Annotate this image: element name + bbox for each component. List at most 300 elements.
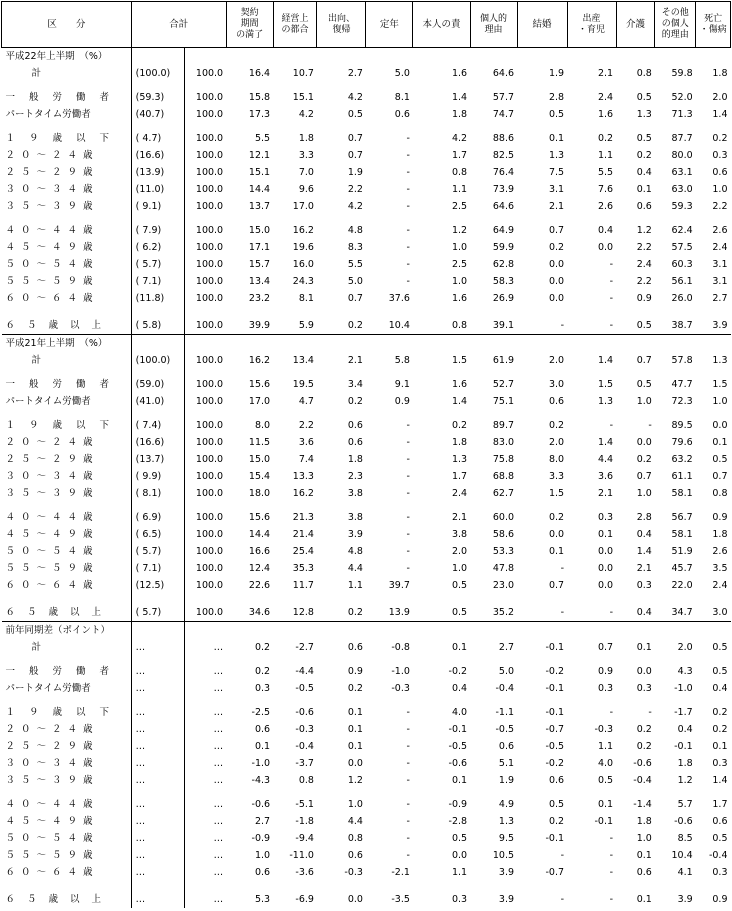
data-cell: 0.0 [636,666,652,677]
data-cell: 0.6 [498,741,515,752]
data-cell: 7.4 [298,454,314,465]
data-cell: 82.5 [492,150,515,161]
data-cell: 0.0 [636,437,652,448]
data-cell: 0.1 [636,850,652,861]
spacer-cell [366,594,413,604]
data-cell: ( 9.1) [131,198,184,215]
spacer-cell [616,881,655,891]
data-cell: (59.0) [131,376,184,393]
row-label: ４５～４９歳 [2,813,132,830]
data-cell: 2.2 [298,420,314,431]
data-cell: 72.3 [671,396,693,407]
group-spacer [2,789,731,796]
table-row [2,222,731,239]
table-row [2,772,731,789]
data-cell: 0.4 [451,683,468,694]
data-cell: 0.1 [712,741,728,752]
data-cell: 0.5 [451,833,468,844]
data-cell: -0.3 [344,867,363,878]
data-cell: 2.5 [451,259,468,270]
spacer-cell [366,123,413,130]
header-text: 経営上 の都合 [281,13,309,35]
data-cell: 51.9 [671,546,693,557]
data-cell: 3.1 [712,276,728,287]
data-cell: -0.5 [495,724,515,735]
table-row [2,434,731,451]
data-cell: 62.7 [492,488,515,499]
spacer-cell [616,215,655,222]
spacer-cell [696,789,731,796]
group-spacer [2,594,731,604]
spacer-cell [517,697,567,704]
spacer-cell [655,410,696,417]
data-cell: 1.5 [451,355,468,366]
data-cell: -3.5 [391,894,410,905]
data-cell: … [213,642,224,653]
data-cell: 0.6 [636,201,652,212]
spacer-cell [226,789,273,796]
data-cell: - [406,707,410,718]
data-cell: -0.1 [545,707,565,718]
spacer-cell [616,502,655,509]
spacer-cell [184,215,226,222]
table-row [2,393,731,410]
data-cell: … [213,867,224,878]
data-cell: 14.4 [248,184,271,195]
data-cell: 2.5 [451,201,468,212]
spacer-cell [470,82,517,89]
data-cell: 8.5 [677,833,693,844]
spacer-cell [184,789,226,796]
data-cell: … [131,738,184,755]
row-label: ５０～５４歳 [2,256,132,273]
data-cell: 0.1 [347,724,363,735]
data-cell: 100.0 [195,580,224,591]
data-cell: 10.4 [388,320,410,331]
data-cell: 15.8 [248,92,271,103]
data-cell: -1.7 [674,707,693,718]
data-cell: … [213,850,224,861]
header-text: 死亡 ・傷病 [699,13,727,35]
data-cell: 45.7 [671,563,693,574]
data-cell: 100.0 [195,184,224,195]
spacer-cell [567,410,616,417]
empty-cell [517,622,567,640]
data-cell: 11.5 [248,437,271,448]
empty-cell [655,335,696,353]
data-cell: 5.0 [498,666,515,677]
spacer-cell [696,594,731,604]
row-label: ５５～５９歳 [2,560,132,577]
data-cell: 16.2 [292,225,314,236]
data-cell: (12.5) [131,577,184,594]
data-cell: 0.2 [548,512,565,523]
data-cell: 4.7 [298,396,314,407]
data-cell: -0.9 [251,833,271,844]
data-cell: 100.0 [195,454,224,465]
spacer-cell [273,789,317,796]
data-cell: 1.2 [636,225,652,236]
spacer-cell [226,881,273,891]
spacer-cell [567,697,616,704]
spacer-cell [184,82,226,89]
header-col: 介護 [616,2,655,48]
data-cell: 58.3 [492,276,515,287]
header-text: その他 の個人 的理由 [661,8,689,40]
data-cell: 100.0 [195,201,224,212]
spacer-cell [131,789,184,796]
data-cell: 0.2 [347,320,363,331]
group-spacer [2,881,731,891]
data-cell: - [406,546,410,557]
spacer-cell [131,123,184,130]
data-cell: 2.4 [712,580,728,591]
data-cell: 2.1 [347,355,363,366]
data-cell: 13.4 [248,276,271,287]
spacer-cell [470,123,517,130]
spacer-cell [226,82,273,89]
data-cell: 2.8 [548,92,565,103]
data-cell: 3.6 [597,471,614,482]
data-cell: 3.8 [347,488,363,499]
spacer-cell [413,881,470,891]
data-cell: 2.2 [636,276,652,287]
row-label: ２０～２４歳 [2,147,132,164]
table-row [2,65,731,82]
data-cell: - [609,420,614,431]
spacer-cell [2,594,132,604]
row-label: ５５～５９歳 [2,847,132,864]
data-cell: 4.8 [347,225,363,236]
spacer-cell [366,369,413,376]
row-label: ５０～５４歳 [2,543,132,560]
data-cell: 0.6 [712,167,728,178]
data-cell: 21.3 [292,512,314,523]
data-cell: … [213,894,224,905]
data-cell: 1.6 [451,68,468,79]
data-cell: 12.1 [248,150,271,161]
data-cell: -1.0 [251,758,271,769]
data-cell: 0.6 [712,816,728,827]
header-col [567,2,616,48]
data-cell: … [131,721,184,738]
data-cell: 0.3 [451,894,468,905]
data-cell: -0.4 [295,741,314,752]
row-label: ３０～３４歳 [2,755,132,772]
data-cell: 0.2 [636,150,652,161]
data-cell: 23.0 [492,580,515,591]
data-cell: 0.0 [597,546,614,557]
data-cell: 0.1 [347,707,363,718]
header-col [226,2,273,48]
table-row [2,891,731,908]
data-cell: 4.4 [597,454,614,465]
data-cell: 80.0 [671,150,693,161]
data-cell: 62.4 [671,225,693,236]
data-cell: 3.4 [347,379,363,390]
data-cell: 35.2 [492,607,515,618]
data-cell: - [609,894,614,905]
data-cell: 0.7 [548,225,565,236]
data-cell: 0.3 [712,867,728,878]
data-cell: 2.1 [636,563,652,574]
data-cell: 0.2 [597,133,614,144]
data-cell: - [560,894,565,905]
table-row [2,663,731,680]
empty-cell [184,622,226,640]
empty-cell [184,48,226,66]
spacer-cell [517,789,567,796]
data-cell: 100.0 [195,512,224,523]
table-row [2,451,731,468]
data-cell: -0.4 [633,775,652,786]
data-cell: 19.6 [292,242,314,253]
data-cell: 1.3 [548,150,565,161]
table-row [2,89,731,106]
row-label: ２０～２４歳 [2,721,132,738]
data-cell: 0.3 [254,683,271,694]
spacer-cell [413,410,470,417]
data-cell: 13.9 [388,607,410,618]
spacer-cell [2,881,132,891]
data-cell: 0.7 [548,580,565,591]
spacer-cell [655,656,696,663]
group-spacer [2,410,731,417]
table-row [2,485,731,502]
spacer-cell [317,307,366,317]
data-cell: 0.1 [636,184,652,195]
row-label: 計 [2,65,132,82]
empty-cell [366,48,413,66]
data-cell: 100.0 [195,259,224,270]
data-cell: -1.4 [633,799,652,810]
table-row [2,543,731,560]
table-row [2,198,731,215]
section-title: 前年同期差（ポイント） [2,622,132,640]
spacer-cell [517,502,567,509]
data-cell: - [406,454,410,465]
empty-cell [696,48,731,66]
table-row [2,106,731,123]
data-cell: 5.5 [347,259,363,270]
group-spacer [2,369,731,376]
spacer-cell [131,697,184,704]
table-row [2,290,731,307]
spacer-cell [131,594,184,604]
spacer-cell [567,502,616,509]
spacer-cell [2,789,132,796]
data-cell: 8.3 [347,242,363,253]
data-cell: 1.9 [498,775,515,786]
data-cell: - [560,850,565,861]
data-cell: 0.0 [548,293,565,304]
data-cell: 0.5 [712,454,728,465]
data-cell: 0.2 [347,607,363,618]
empty-cell [567,335,616,353]
empty-cell [184,335,226,353]
row-label: パートタイム労働者 [2,680,132,697]
data-cell: 0.2 [347,396,363,407]
spacer-cell [2,502,132,509]
data-cell: 4.3 [677,666,693,677]
data-cell: -0.2 [545,666,565,677]
data-cell: 0.1 [597,529,614,540]
data-cell: 100.0 [195,607,224,618]
data-cell: 8.0 [548,454,565,465]
spacer-cell [567,594,616,604]
data-cell: 1.4 [451,396,468,407]
spacer-cell [517,881,567,891]
empty-cell [616,335,655,353]
data-cell: 2.7 [498,642,515,653]
section-header-row [2,48,731,66]
data-cell: -0.3 [295,724,314,735]
data-cell: 1.4 [597,355,614,366]
data-cell: … [131,704,184,721]
data-cell: 4.2 [347,92,363,103]
group-spacer [2,82,731,89]
empty-cell [366,335,413,353]
data-cell: 15.0 [248,225,271,236]
data-cell: - [406,775,410,786]
data-cell: 1.8 [636,816,652,827]
data-cell: ( 5.7) [131,543,184,560]
data-cell: 1.3 [498,816,515,827]
empty-cell [655,48,696,66]
table-row [2,526,731,543]
data-cell: 0.7 [636,471,652,482]
spacer-cell [470,789,517,796]
data-cell: 100.0 [195,320,224,331]
spacer-cell [470,410,517,417]
spacer-cell [567,369,616,376]
data-cell: (11.8) [131,290,184,307]
data-cell: 1.0 [712,184,728,195]
spacer-cell [517,594,567,604]
data-cell: 1.0 [636,488,652,499]
data-cell: 52.0 [671,92,693,103]
data-cell: 89.7 [492,420,515,431]
spacer-cell [655,82,696,89]
data-cell: 0.6 [254,867,271,878]
data-cell: 100.0 [195,276,224,287]
spacer-cell [184,502,226,509]
data-cell: 0.9 [394,396,410,407]
table-row [2,509,731,526]
data-cell: - [406,167,410,178]
data-cell: 4.0 [451,707,468,718]
data-cell: 0.2 [712,724,728,735]
empty-cell [517,48,567,66]
data-cell: 26.0 [671,293,693,304]
table-row [2,704,731,721]
data-cell: 14.4 [248,529,271,540]
data-cell: -0.1 [448,724,468,735]
group-spacer [2,307,731,317]
spacer-cell [413,123,470,130]
row-label: 一般労働者 [2,376,132,393]
data-cell: … [131,847,184,864]
spacer-cell [184,369,226,376]
data-cell: 0.9 [636,293,652,304]
data-cell: 1.3 [597,396,614,407]
data-cell: 26.9 [492,293,515,304]
data-cell: - [406,437,410,448]
data-cell: 100.0 [195,488,224,499]
data-cell: 0.3 [636,580,652,591]
data-cell: 1.1 [451,184,468,195]
data-cell: 2.6 [712,225,728,236]
spacer-cell [273,410,317,417]
data-cell: 88.6 [492,133,515,144]
section-header-row [2,335,731,353]
spacer-cell [366,789,413,796]
data-cell: 1.8 [712,68,728,79]
data-cell: 0.1 [451,775,468,786]
data-cell: (41.0) [131,393,184,410]
row-label: 計 [2,352,132,369]
data-cell: 38.7 [671,320,693,331]
data-cell: 0.8 [347,833,363,844]
data-cell: 3.8 [347,512,363,523]
row-label: パートタイム労働者 [2,106,132,123]
spacer-cell [616,82,655,89]
empty-cell [317,622,366,640]
data-cell: 57.5 [671,242,693,253]
spacer-cell [131,307,184,317]
data-cell: 2.1 [597,68,614,79]
empty-cell [655,622,696,640]
data-cell: … [131,772,184,789]
spacer-cell [2,123,132,130]
data-cell: 16.2 [248,355,271,366]
spacer-cell [2,369,132,376]
spacer-cell [226,594,273,604]
data-cell: 19.5 [292,379,314,390]
spacer-cell [470,656,517,663]
data-cell: 68.8 [492,471,515,482]
spacer-cell [616,410,655,417]
spacer-cell [184,656,226,663]
data-cell: 100.0 [195,379,224,390]
spacer-cell [226,410,273,417]
data-cell: 3.8 [451,529,468,540]
data-cell: 0.4 [636,529,652,540]
row-label: ２５～２９歳 [2,164,132,181]
data-cell: - [406,150,410,161]
data-cell: -1.8 [295,816,314,827]
spacer-cell [273,594,317,604]
spacer-cell [567,82,616,89]
spacer-cell [131,410,184,417]
data-cell: 0.8 [451,320,468,331]
data-cell: 0.8 [451,167,468,178]
data-cell: 0.3 [712,150,728,161]
data-cell: 2.6 [597,201,614,212]
data-cell: 100.0 [195,150,224,161]
table-row [2,181,731,198]
data-cell: 4.1 [677,867,693,878]
empty-cell [366,622,413,640]
data-cell: 0.0 [597,242,614,253]
section-title: 平成21年上半期 （%） [2,335,132,353]
spacer-cell [517,82,567,89]
data-cell: 0.6 [548,396,565,407]
data-cell: 2.4 [712,242,728,253]
row-label: ４０～４４歳 [2,509,132,526]
spacer-cell [317,410,366,417]
table-row [2,680,731,697]
